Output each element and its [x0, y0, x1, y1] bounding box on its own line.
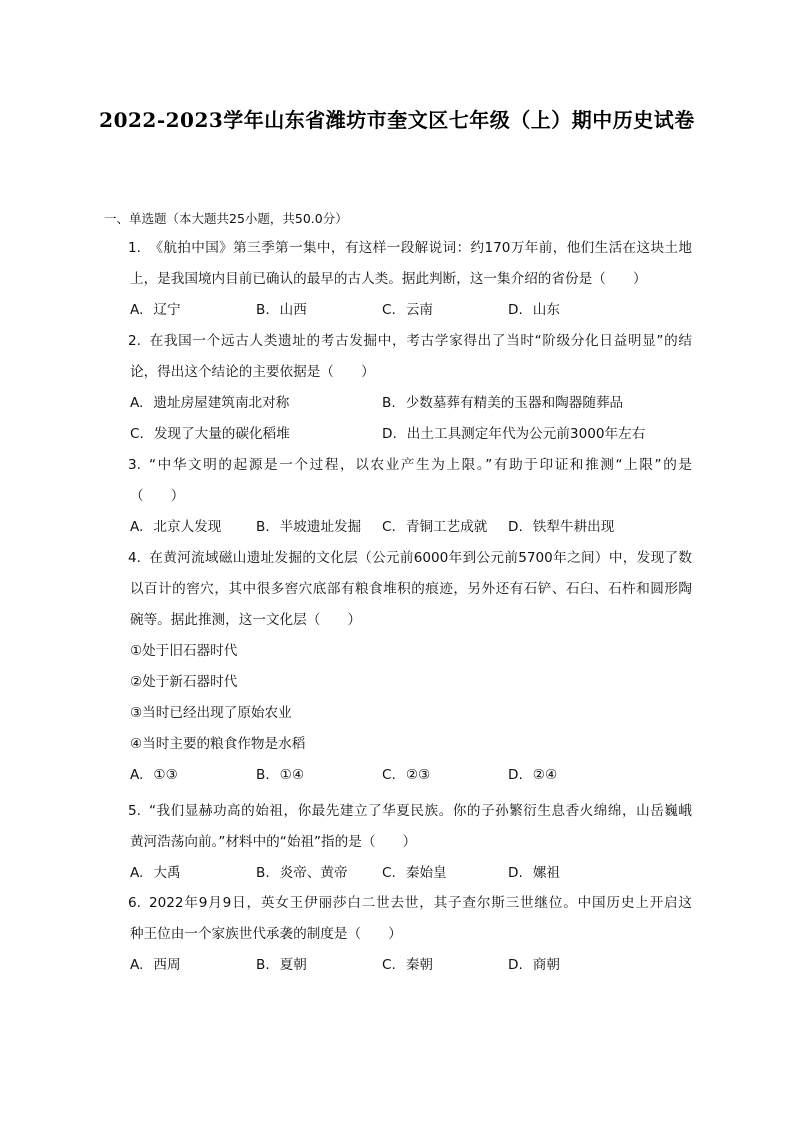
question-number: 6. [128, 895, 141, 911]
question-5-options [130, 858, 692, 889]
statement-1: ①处于旧石器时代 [130, 643, 238, 659]
question-4-line-2: 以百计的窖穴，其中很多窖穴底部有粮食堆积的痕迹，另外还有石铲、石臼、石杵和圆形陶 [130, 581, 692, 597]
statement-2: ②处于新石器时代 [130, 674, 238, 690]
statement-4: ④当时主要的粮食作物是水稻 [130, 736, 306, 752]
question-6-line-2: 种王位由一个家族世代承袭的制度是（ ） [130, 926, 402, 942]
option-c[interactable]: C. 发现了大量的碳化稻堆 [130, 426, 290, 442]
question-3 [130, 450, 692, 543]
option-b[interactable]: B. 炎帝、黄帝 [256, 865, 348, 881]
option-d[interactable]: D. 出土工具测定年代为公元前3000年左右 [382, 426, 646, 442]
question-6 [130, 888, 692, 981]
option-a[interactable]: A. 大禹 [130, 865, 181, 881]
question-4-options [130, 760, 692, 791]
question-2-line-2: 论，得出这个结论的主要依据是（ ） [130, 364, 375, 380]
question-5-line-1: 5. “我们显赫功高的始祖，你最先建立了华夏民族。你的子孙繁衍生息香火绵绵，山岳巍峨 [130, 796, 692, 827]
option-d[interactable]: D. 嫘祖 [508, 865, 560, 881]
question-6-line-1: 6. 2022年9月9日，英女王伊丽莎白二世去世，其子查尔斯三世继位。中国历史上开启这 [130, 888, 692, 919]
option-b[interactable]: B. 夏朝 [256, 957, 307, 973]
option-b[interactable]: B. 山西 [256, 302, 307, 318]
question-5-line-2: 黄河浩荡向前。”材料中的“始祖”指的是（ ） [130, 834, 417, 850]
question-1 [130, 233, 692, 326]
question-4 [130, 543, 692, 791]
exam-title: 2022-2023学年山东省潍坊市奎文区七年级（上）期中历史试卷 [99, 108, 695, 132]
option-c[interactable]: C. ②③ [382, 767, 431, 783]
question-3-line-1: 3. “中华文明的起源是一个过程，以农业产生为上限。”有助于印证和推测“上限”的是 [130, 450, 692, 481]
option-c[interactable]: C. 云南 [382, 302, 434, 318]
option-a[interactable]: A. 北京人发现 [130, 519, 222, 535]
question-2-options-row-1 [130, 388, 692, 419]
question-number: 4. [128, 550, 141, 566]
option-b[interactable]: B. ①④ [256, 767, 305, 783]
option-d[interactable]: D. 商朝 [508, 957, 560, 973]
question-1-line-2: 上，是我国境内目前已确认的最早的古人类。据此判断，这一集介绍的省份是（ ） [130, 271, 647, 287]
question-6-options [130, 950, 692, 981]
option-a[interactable]: A. ①③ [130, 767, 178, 783]
option-b[interactable]: B. 少数墓葬有精美的玉器和陶器随葬品 [382, 395, 624, 411]
question-number: 5. [128, 803, 141, 819]
question-number: 3. [128, 457, 141, 473]
option-a[interactable]: A. 西周 [130, 957, 181, 973]
option-c[interactable]: C. 秦始皇 [382, 865, 447, 881]
question-2 [130, 326, 692, 450]
question-number: 2. [128, 333, 141, 349]
question-number: 1. [128, 240, 141, 256]
question-3-line-2: （ ） [130, 488, 185, 504]
question-1-options [130, 295, 692, 326]
option-a[interactable]: A. 遗址房屋建筑南北对称 [130, 395, 290, 411]
question-2-line-1: 2. 在我国一个远古人类遗址的考古发掘中，考古学家得出了当时“阶级分化日益明显”的结 [130, 326, 692, 357]
option-c[interactable]: C. 青铜工艺成就 [382, 519, 488, 535]
question-2-options-row-2 [130, 419, 692, 450]
option-c[interactable]: C. 秦朝 [382, 957, 434, 973]
question-4-line-1: 4. 在黄河流域磁山遗址发掘的文化层（公元前6000年到公元前5700年之间）中，发现了数 [130, 543, 692, 574]
option-d[interactable]: D. ②④ [508, 767, 558, 783]
question-5 [130, 796, 692, 889]
option-a[interactable]: A. 辽宁 [130, 302, 181, 318]
section-header: 一、单选题（本大题共25小题，共50.0分） [104, 211, 348, 226]
option-b[interactable]: B. 半坡遗址发掘 [256, 519, 362, 535]
option-d[interactable]: D. 山东 [508, 302, 560, 318]
question-1-line-1: 1. 《航拍中国》第三季第一集中，有这样一段解说词：约170万年前，他们生活在这块土地 [130, 233, 692, 264]
question-3-options [130, 512, 692, 543]
option-d[interactable]: D. 铁犁牛耕出现 [508, 519, 615, 535]
statement-3: ③当时已经出现了原始农业 [130, 705, 292, 721]
question-4-line-3: 碗等。据此推测，这一文化层（ ） [130, 612, 362, 628]
